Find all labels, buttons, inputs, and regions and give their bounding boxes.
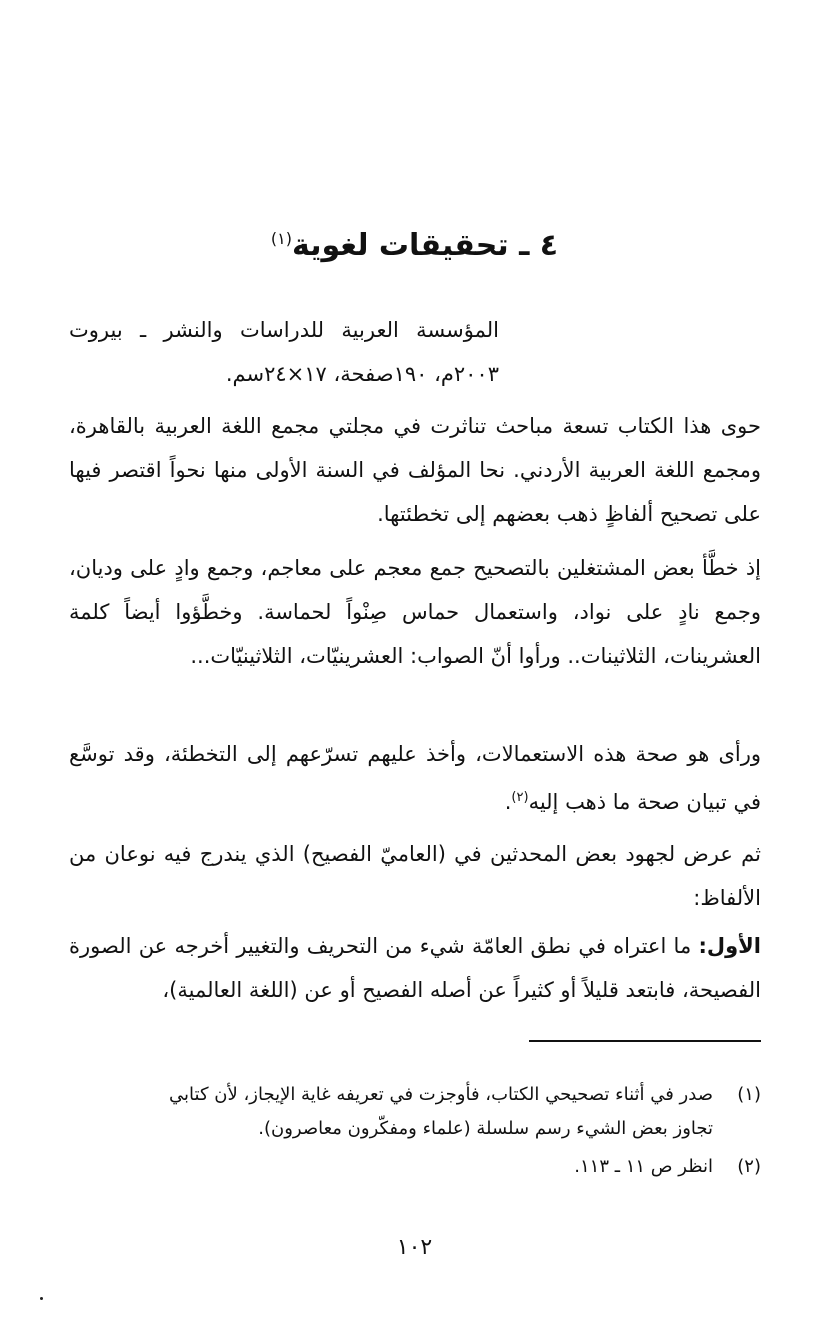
section-title-text: ٤ ـ تحقيقات لغوية: [292, 228, 559, 263]
paragraph-3-text: ورأى هو صحة هذه الاستعمالات، وأخذ عليهم تسرّعهم إلى التخطئة، وقد توسَّع في تبيان صحة ما ذهب إليه: [69, 742, 761, 814]
page-number: ١٠٢: [396, 1235, 433, 1260]
footnote-2-text: انظر ص ١١ ـ ١١٣.: [574, 1156, 713, 1177]
paragraph-4: ثم عرض لجهود بعض المحدثين في (العاميّ الفصيح) الذي يندرج فيه نوعان من الألفاظ:: [69, 842, 761, 910]
paragraph-3: [69, 732, 761, 824]
footnote-1: [69, 1078, 761, 1146]
paragraph-3-footnote-ref: (٢): [511, 790, 529, 805]
footnote-divider: [529, 1040, 761, 1042]
paragraph-5-text: ما اعتراه في نطق العامّة شيء من التحريف والتغيير أخرجه عن الصورة الفصيحة، فابتعد قليلاً أو كثيراً عن أصله الفصيح أو عن (اللغة العالمية)،: [69, 934, 761, 1002]
footnote-2-number: (٢): [737, 1156, 761, 1177]
footnote-1-text: صدر في أثناء تصحيحي الكتاب، فأوجزت في تعريفه غاية الإيجاز، لأن كتابي: [169, 1084, 713, 1105]
footnote-1-number: (١): [737, 1084, 761, 1105]
publication-details: [69, 352, 499, 396]
scan-speck: [40, 1297, 43, 1300]
paragraph-1: حوى هذا الكتاب تسعة مباحث تناثرت في مجلتي مجمع اللغة العربية بالقاهرة، ومجمع اللغة العربية الأردني. نحا المؤلف في السنة الأولى منها نحواً اقتصر فيها على تصحيح ألفاظٍ ذهب بعضهم إلى تخطئتها.: [69, 414, 761, 526]
footnote-2: [69, 1150, 761, 1184]
paragraph-5: [69, 924, 761, 1012]
publication-publisher: المؤسسة العربية للدراسات والنشر ـ بيروت: [69, 318, 499, 342]
publication-details-text: ٢٠٠٣م، ١٩٠صفحة، ١٧×٢٤سم.: [225, 362, 499, 386]
paragraph-5-lead: الأول:: [698, 934, 761, 958]
paragraph-2: إذ خطَّأ بعض المشتغلين بالتصحيح جمع معجم على معاجم، وجمع وادٍ على وديان، وجمع نادٍ على نواد، واستعمال حماس صِنْواً لحماسة. وخطَّؤوا أيضاً كلمة العشرينات، الثلاثينات.. ورأوا أنّ الصواب: العشرينيّات، الثلاثينيّات...: [69, 556, 761, 668]
footnote-1-continuation: تجاوز بعض الشيء رسم سلسلة (علماء ومفكّرون معاصرون).: [258, 1118, 713, 1139]
paragraph-3-end: .: [504, 790, 512, 814]
section-title: [0, 215, 829, 270]
title-footnote-ref: (١): [270, 229, 292, 248]
